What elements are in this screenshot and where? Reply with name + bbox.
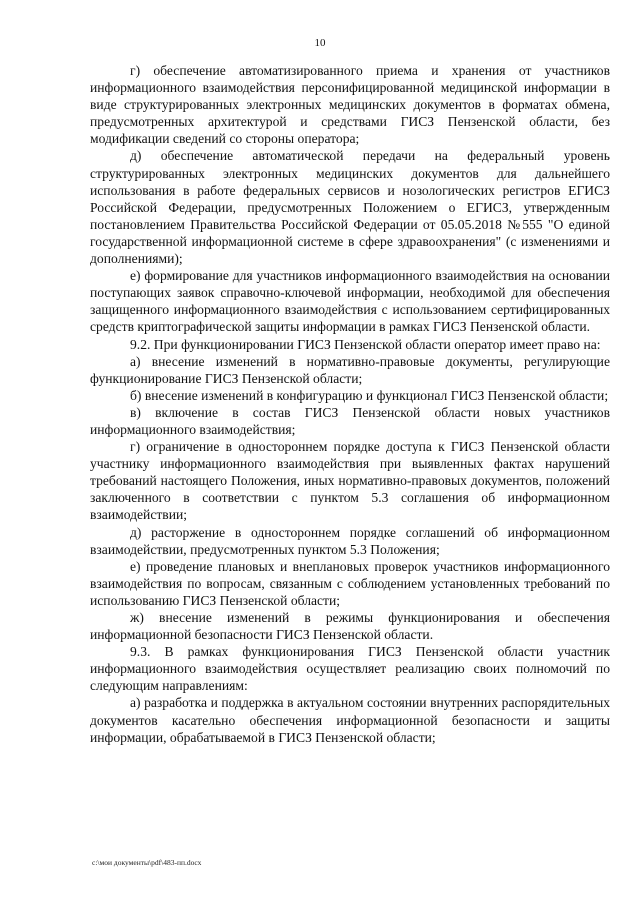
paragraph-9-2-e: е) проведение плановых и внеплановых проверок участников информационного взаимодействия по вопросам, связанным с соблюдением установленных требований по использованию ГИСЗ Пензенской области; <box>90 558 610 608</box>
paragraph-9-3-a: а) разработка и поддержка в актуальном состоянии внутренних распорядительных документов касательно обеспечения информационной безопасности и защиты информации, обрабатываемой в ГИСЗ Пензенской области; <box>90 695 610 745</box>
paragraph-9-2-v: в) включение в состав ГИСЗ Пензенской области новых участников информационного взаимодействия; <box>90 404 610 437</box>
document-body <box>90 62 610 746</box>
paragraph-9-1-e: е) формирование для участников информационного взаимодействия на основании поступающих заявок справочно-ключевой информации, необходимой для обеспечения защищенного информационного взаимодействия с использованием сертифицированных средств криптографической защиты информации в рамках ГИСЗ Пензенской области. <box>90 268 610 335</box>
paragraph-9-2-a: а) внесение изменений в нормативно-правовые документы, регулирующие функционирование ГИСЗ Пензенской области; <box>90 353 610 386</box>
paragraph-9-2: 9.2. При функционировании ГИСЗ Пензенской области оператор имеет право на: <box>130 336 601 352</box>
paragraph-9-2-zh: ж) внесение изменений в режимы функционирования и обеспечения информационной безопасности ГИСЗ Пензенской области. <box>90 610 610 643</box>
file-path-footer: c:\мои документы\pdf\483-пп.docx <box>92 858 202 867</box>
paragraph-9-1-g: г) обеспечение автоматизированного приема и хранения от участников информационного взаимодействия персонифицированной медицинской информации в виде структурированных электронных медицинских документов в форматах обмена, предусмотренных архитектурой и средствами ГИСЗ Пензенской области, без модификации сведений со стороны оператора; <box>90 63 610 147</box>
paragraph-9-1-d: д) обеспечение автоматической передачи на федеральный уровень структурированных электронных медицинских документов для дальнейшего использования в работе федеральных сервисов и нозологических регистров ЕГИСЗ Российской Федерации, предусмотренных Положением о ЕГИСЗ, утвержденным постановлением Правительства Российской Федерации от 05.05.2018 №555 "О единой государственной информационной системе в сфере здравоохранения" (с изменениями и дополнениями); <box>90 148 610 267</box>
paragraph-9-2-g: г) ограничение в одностороннем порядке доступа к ГИСЗ Пензенской области участнику информационного взаимодействия при выявленных фактах нарушений требований настоящего Положения, иных нормативно-правовых документов, положений заключенного в соответствии с пунктом 5.3 соглашения об информационном взаимодействии; <box>90 439 610 523</box>
page-number: 10 <box>314 37 326 49</box>
paragraph-9-2-d: д) расторжение в одностороннем порядке соглашений об информационном взаимодействии, предусмотренных пунктом 5.3 Положения; <box>90 524 610 557</box>
paragraph-9-2-b: б) внесение изменений в конфигурацию и функционал ГИСЗ Пензенской области; <box>130 387 609 403</box>
paragraph-9-3: 9.3. В рамках функционирования ГИСЗ Пензенской области участник информационного взаимодействия осуществляет реализацию своих полномочий по следующим направлениям: <box>90 644 610 694</box>
